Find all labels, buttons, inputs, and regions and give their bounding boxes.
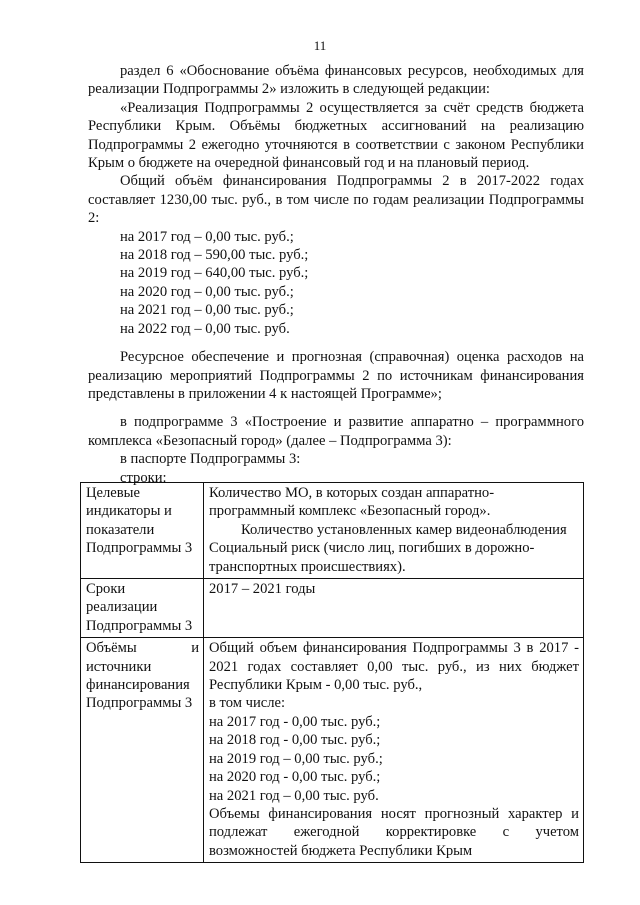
document-body — [88, 62, 584, 487]
indicator-line: Количество установленных камер видеонаблюдения — [241, 521, 567, 538]
list-item: на 2017 год - 0,00 тыс. руб.; — [209, 713, 381, 730]
paragraph-resources: Ресурсное обеспечение и прогнозная (справочная) оценка расходов на реализацию мероприятий Подпрограммы 2 по источникам финансирования представлены в приложении 4 к настоящей Программе»; — [88, 349, 584, 402]
table-cell-value — [204, 638, 584, 863]
list-item: на 2019 год – 0,00 тыс. руб.; — [209, 750, 383, 767]
list-item: на 2021 год – 0,00 тыс. руб. — [209, 787, 379, 804]
table-cell-value — [204, 483, 584, 579]
table-cell-label: Целевые индикаторы и показатели Подпрограммы 3 — [81, 483, 204, 579]
financing-including: в том числе: — [209, 695, 286, 712]
table-row — [81, 638, 584, 863]
page-number: 11 — [313, 38, 327, 53]
list-item: на 2020 год – 0,00 тыс. руб.; — [120, 283, 294, 300]
paragraph-total-volume: Общий объём финансирования Подпрограммы 2 в 2017-2022 годах составляет 1230,00 тыс. руб., в том числе по годам реализации Подпрограммы 2: — [88, 173, 584, 227]
table-cell-value: 2017 – 2021 годы — [204, 579, 584, 638]
list-item: на 2017 год – 0,00 тыс. руб.; — [120, 228, 294, 245]
list-item: на 2022 год – 0,00 тыс. руб. — [120, 320, 290, 337]
list-item: на 2020 год - 0,00 тыс. руб.; — [209, 769, 381, 786]
financing-intro: Общий объем финансирования Подпрограммы 3 в 2017 - 2021 годах составляет 0,00 тыс. руб., из них бюджет Республики Крым - 0,00 тыс. руб., — [209, 640, 579, 694]
year-list — [88, 228, 584, 338]
table-row — [81, 579, 584, 638]
list-item: на 2019 год – 640,00 тыс. руб.; — [120, 265, 309, 282]
list-item: на 2021 год – 0,00 тыс. руб.; — [120, 302, 294, 319]
indicator-line: Количество МО, в которых создан аппаратно-программный комплекс «Безопасный город». — [209, 485, 495, 520]
paragraph-section6: раздел 6 «Обоснование объёма финансовых ресурсов, необходимых для реализации Подпрограммы 2» изложить в следующей редакции: — [88, 63, 584, 98]
list-item: на 2018 год – 590,00 тыс. руб.; — [120, 247, 309, 264]
table-cell-label: Сроки реализации Подпрограммы 3 — [81, 579, 204, 638]
indicator-line: Социальный риск (число лиц, погибших в дорожно-транспортных происшествиях). — [209, 540, 535, 575]
paragraph-passport: в паспорте Подпрограммы 3: — [120, 451, 301, 468]
paragraph-rows: строки: — [120, 469, 167, 486]
table-row — [81, 483, 584, 579]
paragraph-subprogram3: в подпрограмме 3 «Построение и развитие аппаратно – программного комплекса «Безопасный город» (далее – Подпрограмма 3): — [88, 414, 584, 449]
list-item: на 2018 год - 0,00 тыс. руб.; — [209, 732, 381, 749]
financing-note: Объемы финансирования носят прогнозный характер и подлежат ежегодной корректировке с учетом возможностей бюджета Республики Крым — [209, 805, 579, 859]
paragraph-implementation: «Реализация Подпрограммы 2 осуществляется за счёт средств бюджета Республики Крым. Объёмы бюджетных ассигнований на реализацию Подпрограммы 2 ежегодно уточняются в соответствии с законом Республики Крым о бюджете на очередной финансовый год и на плановый период. — [88, 99, 584, 172]
table-cell-label: Объёмы и источники финансирования Подпрограммы 3 — [81, 638, 204, 863]
passport-table — [80, 482, 584, 863]
